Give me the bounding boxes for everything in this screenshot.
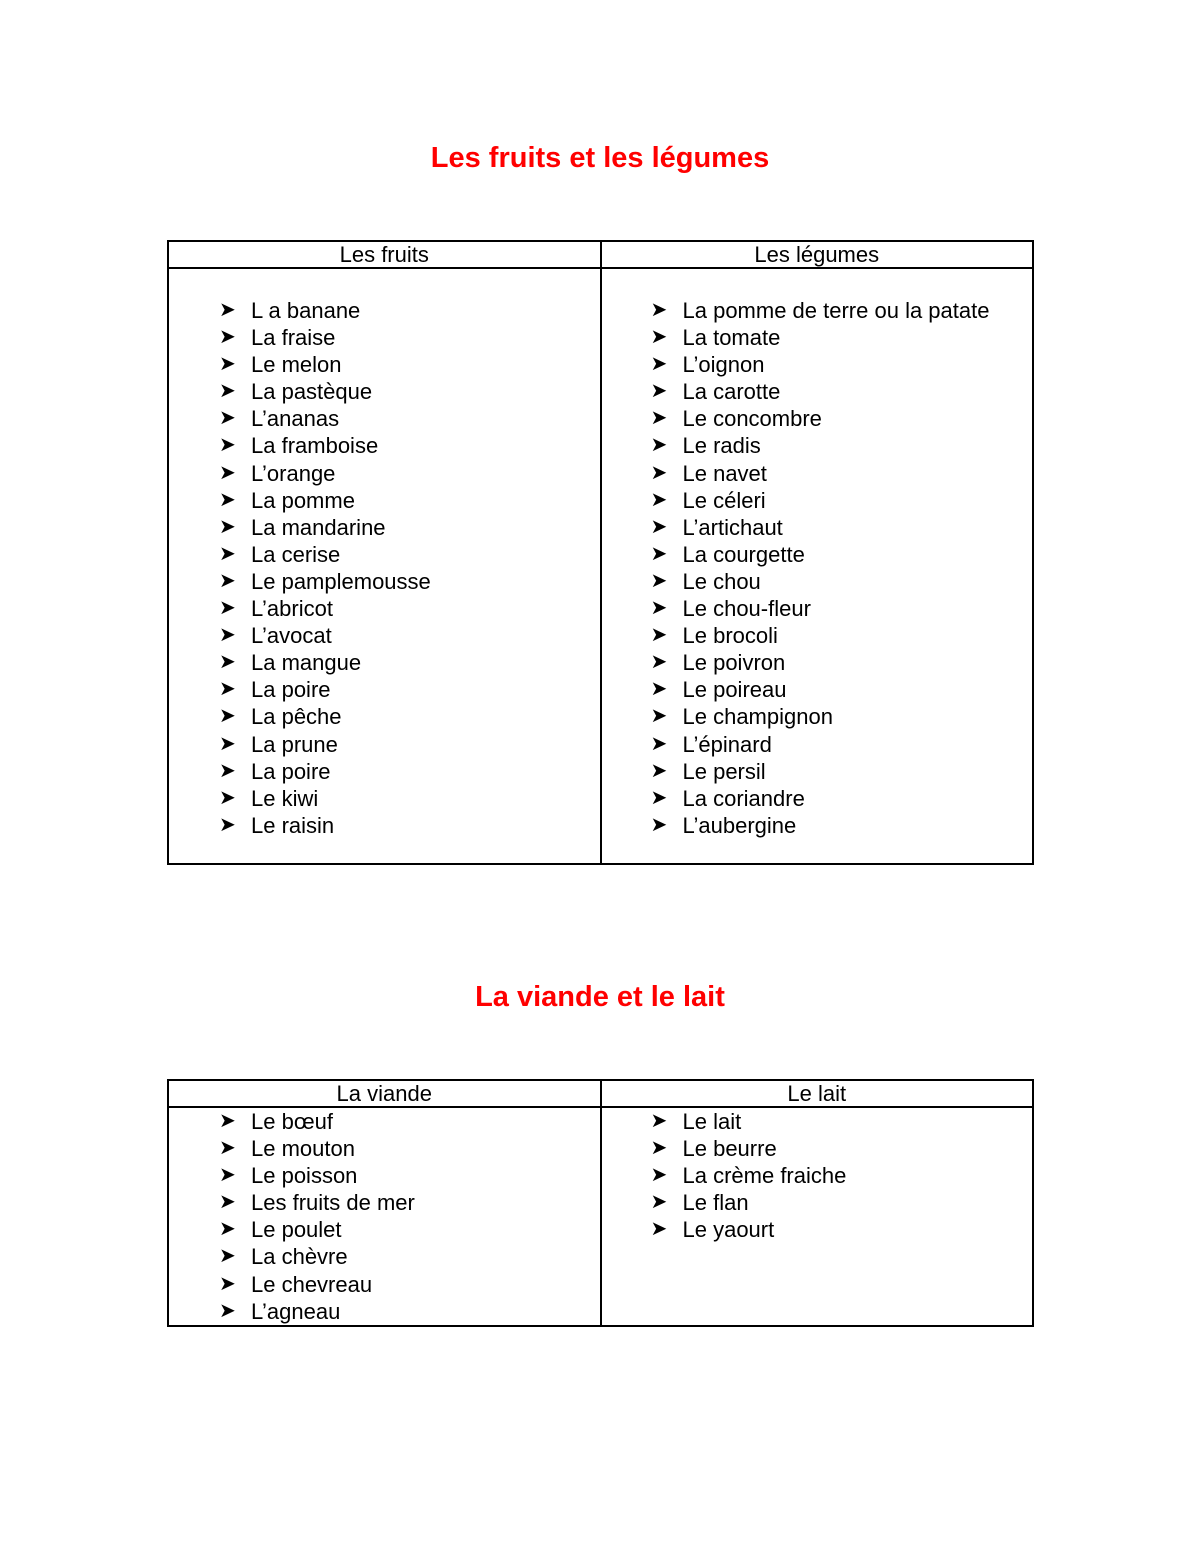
list-item-label: Le beurre [682, 1136, 777, 1162]
arrowhead-bullet-icon: ➤ [219, 1137, 236, 1160]
arrowhead-bullet-icon: ➤ [219, 1191, 236, 1214]
arrowhead-bullet-icon: ➤ [219, 407, 236, 430]
list-item-label: La cerise [251, 541, 341, 567]
table-body-row [168, 1107, 1033, 1326]
lait-list [602, 1108, 1033, 1243]
list-item [602, 703, 1033, 730]
arrowhead-bullet-icon: ➤ [219, 1110, 236, 1132]
table-body-row [168, 268, 1033, 864]
column-header-lait: Le lait [601, 1080, 1034, 1107]
arrowhead-bullet-icon: ➤ [650, 1191, 668, 1214]
list-item-label: Le champignon [682, 704, 833, 730]
list-item [602, 432, 1033, 459]
arrowhead-bullet-icon: ➤ [650, 326, 668, 349]
arrowhead-bullet-icon: ➤ [650, 651, 668, 674]
list-item-label: L’aubergine [682, 812, 797, 838]
list-item [169, 514, 600, 541]
arrowhead-bullet-icon: ➤ [650, 1164, 668, 1187]
table-header-row [168, 241, 1033, 268]
list-item-label: Le kiwi [251, 785, 319, 811]
arrowhead-bullet-icon: ➤ [219, 434, 236, 457]
arrowhead-bullet-icon: ➤ [219, 1272, 236, 1295]
list-item-label: La mandarine [251, 514, 386, 540]
list-item [169, 297, 600, 324]
arrowhead-bullet-icon: ➤ [219, 786, 236, 809]
section-title-viande-lait: La viande et le lait [475, 981, 725, 1013]
list-item-label: Le chou [682, 568, 761, 594]
list-item [169, 785, 600, 812]
arrowhead-bullet-icon: ➤ [650, 488, 668, 511]
list-item [602, 1216, 1033, 1243]
arrowhead-bullet-icon: ➤ [650, 542, 668, 565]
table-header-row [168, 1080, 1033, 1107]
list-item-label: La mangue [251, 650, 362, 676]
list-item-label: Le pamplemousse [251, 568, 431, 594]
list-item-label: La chèvre [251, 1244, 348, 1270]
list-item [169, 622, 600, 649]
list-item [169, 1298, 600, 1325]
arrowhead-bullet-icon: ➤ [219, 542, 236, 565]
list-item [602, 1135, 1033, 1162]
viande-lait-table [167, 1079, 1034, 1327]
list-item [169, 649, 600, 676]
list-item-label: Le poivron [682, 650, 786, 676]
arrowhead-bullet-icon: ➤ [219, 569, 236, 592]
list-item-label: La carotte [682, 379, 781, 405]
list-item-label: L’orange [251, 460, 336, 486]
list-item [602, 812, 1033, 839]
list-item [602, 460, 1033, 487]
list-item [602, 541, 1033, 568]
list-item [169, 595, 600, 622]
list-item [602, 1108, 1033, 1135]
arrowhead-bullet-icon: ➤ [219, 488, 236, 511]
viande-cell [168, 1107, 601, 1326]
list-item [169, 405, 600, 432]
arrowhead-bullet-icon: ➤ [219, 597, 236, 620]
arrowhead-bullet-icon: ➤ [650, 732, 668, 755]
list-item-label: Le céleri [682, 487, 766, 513]
list-item-label: L’avocat [251, 623, 332, 649]
list-item [602, 1189, 1033, 1216]
list-item-label: L’oignon [682, 352, 765, 378]
list-item [169, 541, 600, 568]
list-item-label: Le raisin [251, 812, 335, 838]
list-item [169, 1271, 600, 1298]
arrowhead-bullet-icon: ➤ [650, 515, 668, 538]
list-item [169, 487, 600, 514]
list-item-label: Le chevreau [251, 1271, 373, 1297]
list-item-label: La tomate [682, 325, 781, 351]
list-item-label: Le persil [682, 758, 766, 784]
list-item-label: Le brocoli [682, 623, 778, 649]
column-header-fruits: Les fruits [168, 241, 601, 268]
arrowhead-bullet-icon: ➤ [219, 326, 236, 349]
list-item [602, 731, 1033, 758]
arrowhead-bullet-icon: ➤ [219, 353, 236, 376]
arrowhead-bullet-icon: ➤ [219, 705, 236, 728]
arrowhead-bullet-icon: ➤ [650, 1218, 668, 1241]
legumes-list [602, 269, 1033, 839]
arrowhead-bullet-icon: ➤ [219, 380, 236, 403]
list-item [169, 1216, 600, 1243]
arrowhead-bullet-icon: ➤ [219, 759, 236, 782]
arrowhead-bullet-icon: ➤ [650, 569, 668, 592]
list-item [169, 1108, 600, 1135]
list-item-label: Les fruits de mer [251, 1190, 415, 1216]
list-item-label: Le melon [251, 352, 342, 378]
list-item-label: Le chou-fleur [682, 596, 811, 622]
list-item-label: L’épinard [682, 731, 772, 757]
list-item-label: La pomme [251, 487, 355, 513]
list-item [169, 703, 600, 730]
list-item-label: Le navet [682, 460, 767, 486]
list-item [602, 378, 1033, 405]
arrowhead-bullet-icon: ➤ [219, 1164, 236, 1187]
list-item [169, 351, 600, 378]
list-item-label: Le concombre [682, 406, 822, 432]
list-item-label: La framboise [251, 433, 379, 459]
list-item [169, 378, 600, 405]
list-item [602, 297, 1033, 324]
list-item [169, 1189, 600, 1216]
arrowhead-bullet-icon: ➤ [650, 705, 668, 728]
list-item [602, 351, 1033, 378]
list-item-label: L’abricot [251, 596, 333, 622]
list-item [602, 514, 1033, 541]
arrowhead-bullet-icon: ➤ [219, 651, 236, 674]
list-item [602, 758, 1033, 785]
arrowhead-bullet-icon: ➤ [219, 461, 236, 484]
list-item [169, 460, 600, 487]
list-item-label: Le poireau [682, 677, 787, 703]
arrowhead-bullet-icon: ➤ [219, 1218, 236, 1241]
list-item-label: Le yaourt [682, 1217, 775, 1243]
arrowhead-bullet-icon: ➤ [219, 678, 236, 701]
list-item [169, 1162, 600, 1189]
list-item-label: Le mouton [251, 1136, 355, 1162]
arrowhead-bullet-icon: ➤ [650, 813, 668, 836]
list-item-label: La prune [251, 731, 338, 757]
lait-cell [601, 1107, 1034, 1326]
list-item-label: Le poisson [251, 1163, 358, 1189]
list-item-label: La fraise [251, 325, 336, 351]
arrowhead-bullet-icon: ➤ [219, 624, 236, 647]
arrowhead-bullet-icon: ➤ [219, 299, 236, 321]
arrowhead-bullet-icon: ➤ [650, 407, 668, 430]
arrowhead-bullet-icon: ➤ [650, 299, 668, 321]
list-item-label: La pastèque [251, 379, 373, 405]
section-title-fruits-legumes: Les fruits et les légumes [430, 142, 770, 174]
list-item-label: La courgette [682, 541, 805, 567]
list-item-label: Le lait [682, 1109, 742, 1134]
list-item-label: Le poulet [251, 1217, 342, 1243]
list-item-label: Le radis [682, 433, 761, 459]
arrowhead-bullet-icon: ➤ [219, 813, 236, 836]
arrowhead-bullet-icon: ➤ [650, 759, 668, 782]
list-item [169, 812, 600, 839]
list-item [602, 1162, 1033, 1189]
list-item [602, 324, 1033, 351]
arrowhead-bullet-icon: ➤ [650, 380, 668, 403]
list-item [169, 324, 600, 351]
fruits-cell [168, 268, 601, 864]
fruits-list [169, 269, 600, 839]
list-item-label: La pomme de terre ou la patate [682, 298, 990, 323]
list-item-label: Le flan [682, 1190, 749, 1216]
arrowhead-bullet-icon: ➤ [650, 353, 668, 376]
list-item-label: La crème fraiche [682, 1163, 847, 1189]
arrowhead-bullet-icon: ➤ [650, 624, 668, 647]
list-item [602, 405, 1033, 432]
arrowhead-bullet-icon: ➤ [219, 732, 236, 755]
list-item [602, 568, 1033, 595]
list-item [169, 758, 600, 785]
list-item-label: L’agneau [251, 1298, 341, 1324]
arrowhead-bullet-icon: ➤ [219, 1299, 236, 1322]
list-item [169, 1135, 600, 1162]
column-header-legumes: Les légumes [601, 241, 1034, 268]
list-item-label: L’ananas [251, 406, 340, 432]
list-item-label: La coriandre [682, 785, 805, 811]
list-item-label: La poire [251, 758, 331, 784]
list-item [602, 487, 1033, 514]
list-item [169, 731, 600, 758]
arrowhead-bullet-icon: ➤ [650, 786, 668, 809]
list-item-label: L a banane [251, 298, 361, 323]
arrowhead-bullet-icon: ➤ [650, 434, 668, 457]
list-item-label: La pêche [251, 704, 342, 730]
column-header-viande: La viande [168, 1080, 601, 1107]
list-item [602, 622, 1033, 649]
list-item [169, 676, 600, 703]
arrowhead-bullet-icon: ➤ [650, 1110, 668, 1132]
list-item [169, 432, 600, 459]
list-item-label: Le bœuf [251, 1109, 333, 1134]
list-item [602, 595, 1033, 622]
arrowhead-bullet-icon: ➤ [219, 515, 236, 538]
list-item-label: L’artichaut [682, 514, 783, 540]
fruits-legumes-table [167, 240, 1034, 865]
viande-list [169, 1108, 600, 1325]
list-item [602, 649, 1033, 676]
arrowhead-bullet-icon: ➤ [219, 1245, 236, 1268]
arrowhead-bullet-icon: ➤ [650, 1137, 668, 1160]
list-item-label: La poire [251, 677, 331, 703]
arrowhead-bullet-icon: ➤ [650, 678, 668, 701]
arrowhead-bullet-icon: ➤ [650, 597, 668, 620]
list-item [602, 785, 1033, 812]
list-item [169, 1243, 600, 1270]
list-item [602, 676, 1033, 703]
arrowhead-bullet-icon: ➤ [650, 461, 668, 484]
legumes-cell [601, 268, 1034, 864]
list-item [169, 568, 600, 595]
